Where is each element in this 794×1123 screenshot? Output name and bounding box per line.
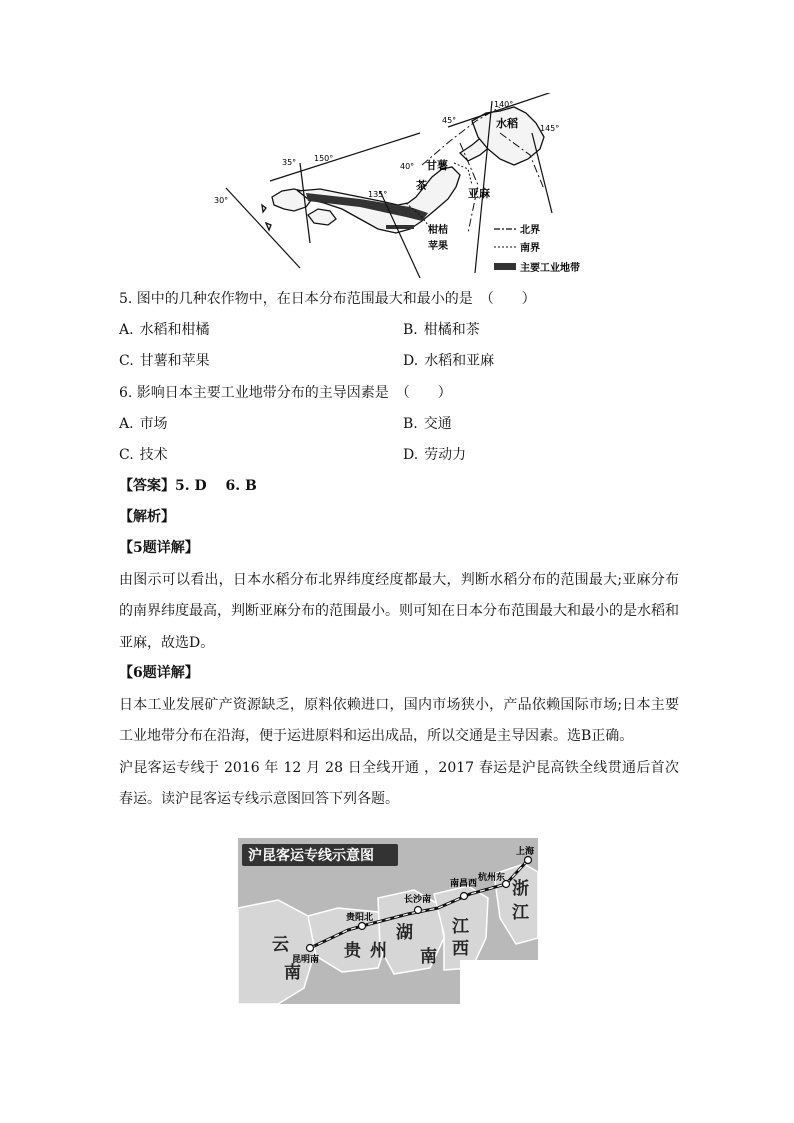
q6-option-a[interactable] bbox=[119, 414, 168, 434]
province-char: 浙 bbox=[512, 879, 529, 899]
province-char: 江 bbox=[512, 903, 529, 923]
detail6-heading: 【6题详解】 bbox=[119, 665, 199, 681]
lat-label-40: 40° bbox=[400, 162, 415, 171]
crop-label-rice: 水稻 bbox=[496, 117, 518, 130]
japan-crop-map bbox=[210, 93, 590, 281]
option-text: 劳动力 bbox=[424, 447, 467, 463]
legend-north: 北界 bbox=[520, 225, 540, 236]
intro-text: 沪昆客运专线于 2016 年 12 月 28 日全线开通 ，2017 春运是沪昆高铁全线贯通后首次春运。读沪昆客运专线示意图回答下列各题。 bbox=[119, 760, 679, 808]
option-text: 技术 bbox=[139, 447, 168, 463]
crop-label-sweet-potato: 甘薯 bbox=[426, 159, 448, 172]
option-letter: C. bbox=[119, 447, 134, 463]
province-char: 南 bbox=[420, 947, 437, 967]
crop-label-tea: 茶 bbox=[416, 179, 427, 192]
station-nanchang-west: 南昌西 bbox=[450, 879, 478, 889]
analysis-heading: 【解析】 bbox=[119, 509, 175, 525]
station-guiyang-north: 贵阳北 bbox=[346, 913, 374, 923]
option-text: 市场 bbox=[139, 416, 168, 432]
hukun-railway-map bbox=[238, 838, 538, 1004]
q6-option-b[interactable] bbox=[403, 414, 452, 434]
q5-option-c[interactable] bbox=[119, 351, 210, 371]
province-char: 西 bbox=[452, 939, 469, 959]
station-hangzhou-east: 杭州东 bbox=[478, 873, 506, 883]
legend-south: 南界 bbox=[520, 243, 540, 254]
option-letter: A. bbox=[119, 322, 134, 338]
option-text: 柑橘和茶 bbox=[423, 322, 480, 338]
lat-label-45: 45° bbox=[442, 116, 457, 125]
province-char: 南 bbox=[284, 963, 301, 983]
station-shanghai: 上海 bbox=[516, 847, 535, 857]
option-letter: A. bbox=[119, 416, 134, 432]
detail5-heading: 【5题详解】 bbox=[119, 540, 199, 556]
station-kunming-south: 昆明南 bbox=[292, 955, 320, 965]
option-letter: D. bbox=[403, 447, 419, 463]
inset-frame bbox=[460, 960, 538, 1004]
lon-label-150: 150° bbox=[314, 154, 334, 163]
q5-option-d[interactable] bbox=[403, 351, 494, 371]
detail6-text: 日本工业发展矿产资源缺乏，原料依赖进口，国内市场狭小，产品依赖国际市场;日本主要工业地带分布在沿海，便于运进原料和运出成品，所以交通是主导因素。选B正确。 bbox=[119, 697, 679, 745]
option-letter: D. bbox=[403, 353, 419, 369]
lon-label-145: 145° bbox=[540, 124, 560, 133]
province-char: 云 bbox=[272, 935, 289, 955]
station-changsha-south: 长沙南 bbox=[404, 895, 432, 905]
province-char: 贵 bbox=[344, 941, 361, 961]
option-text: 水稻和柑橘 bbox=[139, 322, 210, 338]
q6-stem: 6. 影响日本主要工业地带分布的主导因素是 （ ） bbox=[119, 385, 452, 401]
crop-label-citrus: 柑桔 bbox=[428, 225, 448, 236]
province-char: 湖 bbox=[396, 923, 413, 943]
answer-line: 【答案】5. D 6. B bbox=[119, 478, 257, 494]
option-letter: C. bbox=[119, 353, 134, 369]
q5-stem: 5. 图中的几种农作物中，在日本分布范围最大和最小的是 （ ） bbox=[119, 291, 536, 307]
lat-label-35: 35° bbox=[282, 158, 297, 167]
option-text: 水稻和亚麻 bbox=[424, 353, 495, 369]
option-letter: B. bbox=[403, 416, 418, 432]
map-legend bbox=[494, 223, 580, 274]
province-char: 江 bbox=[452, 917, 469, 937]
lon-label-140: 140° bbox=[494, 100, 514, 109]
detail5-text: 由图示可以看出，日本水稻分布北界纬度经度都最大，判断水稻分布的范围最大;亚麻分布的南界纬度最高，判断亚麻分布的范围最小。则可知在日本分布范围最大和最小的是水稻和亚麻，故选D。 bbox=[119, 572, 679, 651]
option-text: 甘薯和苹果 bbox=[139, 353, 210, 369]
map-title: 沪昆客运专线示意图 bbox=[248, 848, 374, 864]
q5-option-b[interactable] bbox=[403, 320, 480, 340]
q6-option-c[interactable] bbox=[119, 445, 168, 465]
q6-option-d[interactable] bbox=[403, 445, 466, 465]
province-char: 州 bbox=[370, 941, 387, 961]
q5-option-a[interactable] bbox=[119, 320, 210, 340]
lat-label-30: 30° bbox=[214, 196, 229, 205]
crop-label-apple: 苹果 bbox=[428, 241, 448, 252]
lon-label-135: 135° bbox=[368, 190, 388, 199]
crop-label-flax: 亚麻 bbox=[468, 187, 490, 200]
option-text: 交通 bbox=[423, 416, 452, 432]
option-letter: B. bbox=[403, 322, 418, 338]
legend-industry: 主要工业地带 bbox=[520, 263, 580, 274]
